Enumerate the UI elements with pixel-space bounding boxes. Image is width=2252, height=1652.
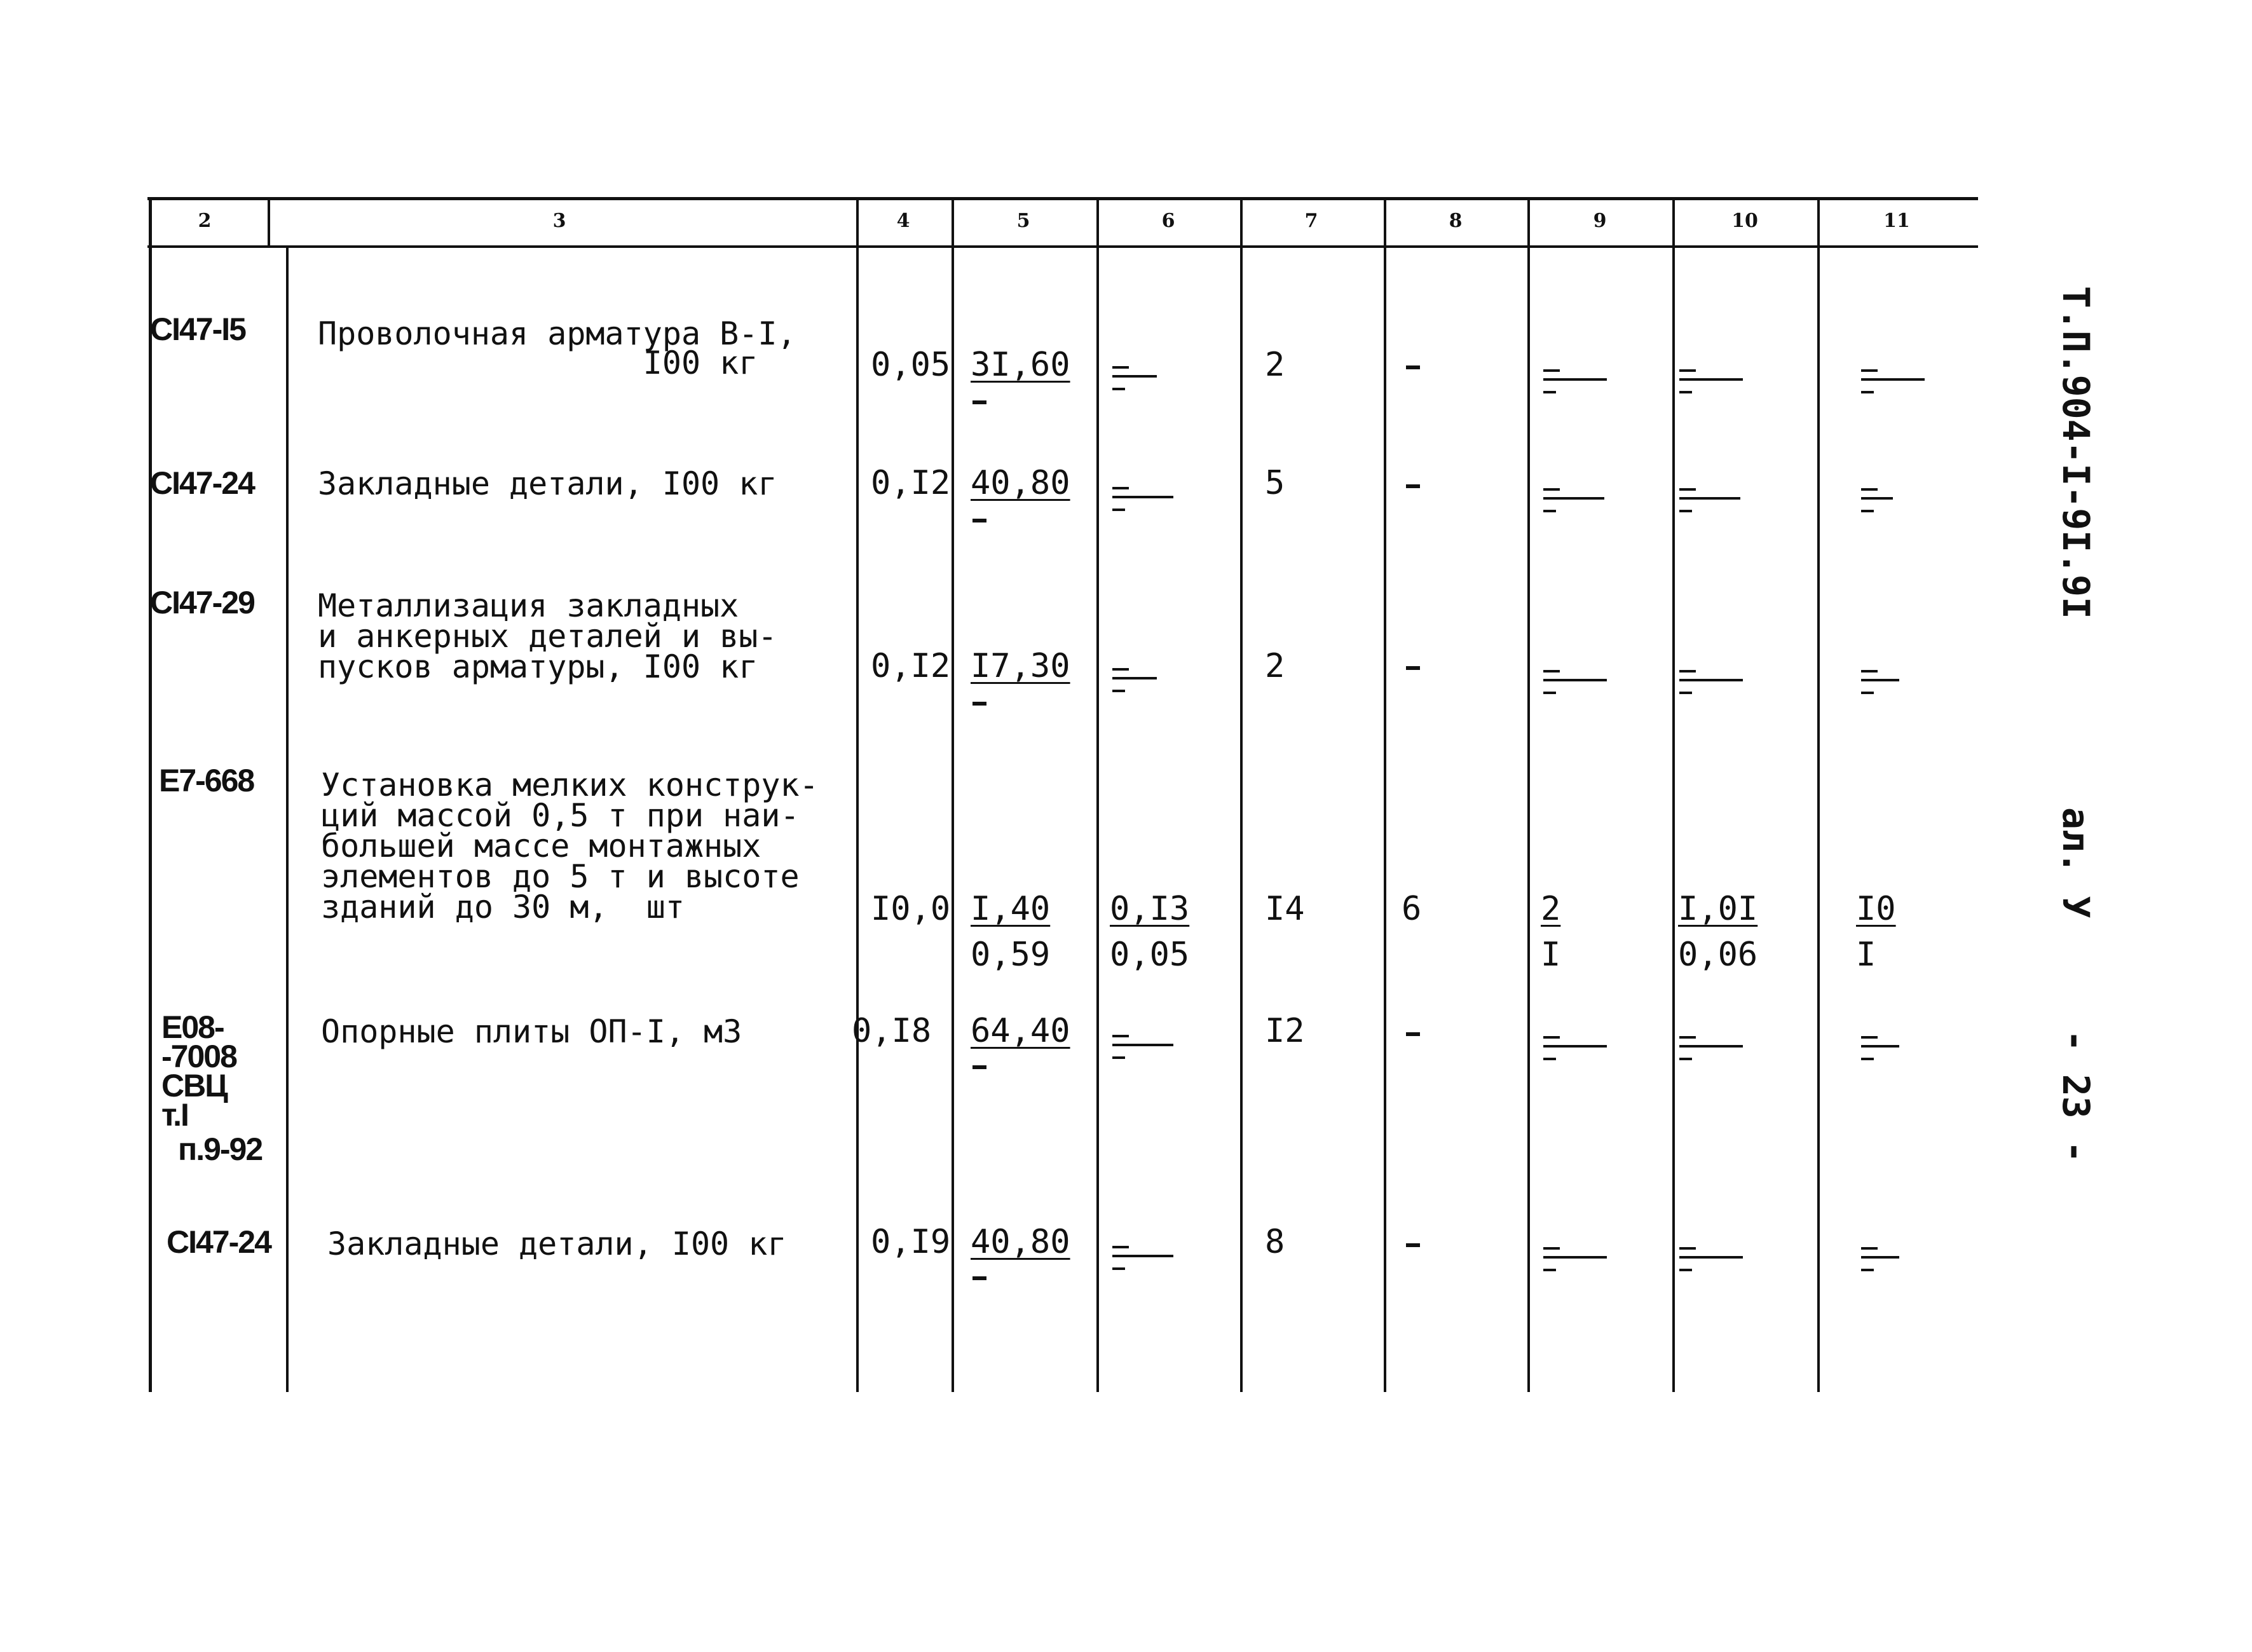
col-border-4-5 xyxy=(952,197,954,1392)
row-5-code-line-2: -7008 xyxy=(161,1039,236,1074)
col-border-2-3 xyxy=(268,197,270,248)
row-6-col-10-ditto xyxy=(1677,1243,1721,1281)
row-2-col-5: 40,80 xyxy=(971,464,1070,502)
row-3-col-4: 0,I2 xyxy=(871,647,951,685)
row-6-col-4: 0,I9 xyxy=(871,1223,951,1261)
row-5-desc-line-1: Опорные плиты ОП-I, м3 xyxy=(321,1013,742,1050)
row-6-code: СI47-24 xyxy=(167,1224,271,1260)
row-2-desc-line-1: Закладные детали, I00 кг xyxy=(318,465,777,502)
row-4-col-9-bottom: I xyxy=(1541,936,1561,974)
row-5-col-4: 0,I8 xyxy=(852,1012,932,1050)
row-3-col-5-dash xyxy=(972,702,986,706)
header-col-7: 7 xyxy=(1304,210,1318,232)
row-5-col-11-ditto xyxy=(1859,1032,1903,1070)
row-4-desc-line-5: зданий до 30 м, шт xyxy=(321,889,685,925)
row-4-col-10-top: I,0I xyxy=(1678,890,1758,928)
row-4-col-11-top: I0 xyxy=(1856,890,1896,928)
row-2-col-5-dash xyxy=(972,519,986,522)
row-5-col-10-ditto xyxy=(1677,1032,1721,1070)
col-border-10-11 xyxy=(1817,197,1820,248)
header-col-8: 8 xyxy=(1449,210,1463,232)
row-4-desc-line-2: ций массой 0,5 т при наи- xyxy=(321,797,800,834)
row-4-col-10-bottom: 0,06 xyxy=(1678,936,1758,974)
row-6-col-7: 8 xyxy=(1265,1223,1285,1261)
row-4-desc-line-1: Установка мелких конструк- xyxy=(321,767,819,803)
side-album: ал. У xyxy=(2054,807,2098,918)
row-4-col-8: 6 xyxy=(1402,890,1422,928)
row-4-code: Е7-668 xyxy=(159,763,254,798)
row-4-col-5-bottom: 0,59 xyxy=(971,936,1051,974)
row-5-code-line-3: СВЦ xyxy=(161,1068,227,1103)
row-4-col-4: I0,0 xyxy=(871,890,951,928)
row-1-col-5-dash xyxy=(972,400,986,404)
col-border-9-10 xyxy=(1672,197,1675,1392)
row-5-code-line-5: п.9-92 xyxy=(178,1131,263,1167)
row-4-col-6-top: 0,I3 xyxy=(1110,890,1190,928)
row-3-col-8-dash xyxy=(1406,666,1420,670)
col-border-5-6 xyxy=(1096,197,1099,1392)
row-5-code-line-4: т.I xyxy=(161,1097,188,1133)
row-3-col-6-ditto xyxy=(1110,664,1154,702)
row-4-desc-line-3: большей массе монтажных xyxy=(321,828,761,864)
row-4-col-7: I4 xyxy=(1265,890,1305,928)
header-col-9: 9 xyxy=(1593,210,1607,232)
row-1-col-7: 2 xyxy=(1265,346,1285,384)
header-col-10: 10 xyxy=(1731,210,1758,232)
header-col-11: 11 xyxy=(1883,210,1910,232)
row-4-col-9-top: 2 xyxy=(1541,890,1561,928)
row-1-desc-line-1: Проволочная арматура В-I, xyxy=(318,315,796,352)
row-2-col-9-ditto xyxy=(1541,484,1585,522)
row-5-col-7: I2 xyxy=(1265,1012,1305,1050)
col-border-left xyxy=(149,197,152,1392)
row-3-col-7: 2 xyxy=(1265,647,1285,685)
row-3-col-5: I7,30 xyxy=(971,647,1070,685)
row-5-col-8-dash xyxy=(1406,1032,1420,1036)
row-6-col-9-ditto xyxy=(1541,1243,1585,1281)
row-2-col-6-ditto xyxy=(1110,483,1154,521)
side-doc-code: Т.П.904-I-9I.9I xyxy=(2054,286,2098,619)
header-col-4: 4 xyxy=(896,210,910,232)
row-3-code: СI47-29 xyxy=(150,585,254,620)
header-col-6: 6 xyxy=(1161,210,1175,232)
row-4-col-5-top: I,40 xyxy=(971,890,1051,928)
row-1-col-5: 3I,60 xyxy=(971,346,1070,384)
row-2-code: СI47-24 xyxy=(150,465,254,501)
header-bottom-rule xyxy=(147,245,1978,248)
row-4-desc-line-4: элементов до 5 т и высоте xyxy=(321,858,800,895)
row-6-col-8-dash xyxy=(1406,1243,1420,1247)
row-2-col-4: 0,I2 xyxy=(871,464,951,502)
col-border-10-11-lower xyxy=(1817,248,1820,1392)
row-5-col-5-dash xyxy=(972,1065,986,1069)
row-6-col-11-ditto xyxy=(1859,1243,1903,1281)
row-3-col-11-ditto xyxy=(1859,666,1903,704)
row-4-col-6-bottom: 0,05 xyxy=(1110,936,1190,974)
row-1-col-11-ditto xyxy=(1859,365,1903,404)
row-1-col-9-ditto xyxy=(1541,365,1585,404)
col-border-2-3-lower xyxy=(286,248,289,1392)
row-6-col-5: 40,80 xyxy=(971,1223,1070,1261)
row-3-col-9-ditto xyxy=(1541,666,1585,704)
row-4-col-11-bottom: I xyxy=(1856,936,1876,974)
row-1-code: СI47-I5 xyxy=(150,311,245,347)
row-3-desc-line-1: Металлизация закладных xyxy=(318,587,739,624)
row-5-col-5: 64,40 xyxy=(971,1012,1070,1050)
row-2-col-11-ditto xyxy=(1859,484,1903,522)
col-border-6-7 xyxy=(1240,197,1243,1392)
row-2-col-8-dash xyxy=(1406,484,1420,488)
row-6-desc-line-1: Закладные детали, I00 кг xyxy=(327,1225,787,1262)
row-3-desc-line-3: пусков арматуры, I00 кг xyxy=(318,648,758,685)
col-border-3-4 xyxy=(856,197,859,1392)
header-col-2: 2 xyxy=(198,210,212,232)
col-border-7-8 xyxy=(1384,197,1386,1392)
row-1-col-4: 0,05 xyxy=(871,346,951,384)
row-3-col-10-ditto xyxy=(1677,666,1721,704)
row-5-code-line-1: Е08- xyxy=(161,1009,224,1045)
row-6-col-6-ditto xyxy=(1110,1242,1154,1280)
row-2-col-10-ditto xyxy=(1677,484,1721,522)
col-border-8-9 xyxy=(1527,197,1530,1392)
row-3-desc-line-2: и анкерных деталей и вы- xyxy=(318,618,777,655)
row-1-col-8-dash xyxy=(1406,365,1420,369)
row-1-col-10-ditto xyxy=(1677,365,1721,404)
side-page-number: - 23 - xyxy=(2054,1030,2098,1163)
row-5-col-6-ditto xyxy=(1110,1031,1154,1069)
header-col-5: 5 xyxy=(1016,210,1030,232)
row-2-col-7: 5 xyxy=(1265,464,1285,502)
table-top-rule xyxy=(147,197,1978,200)
row-1-desc-line-2: I00 кг xyxy=(318,345,758,381)
row-5-col-9-ditto xyxy=(1541,1032,1585,1070)
row-6-col-5-dash xyxy=(972,1276,986,1280)
row-1-col-6-ditto xyxy=(1110,362,1154,400)
header-col-3: 3 xyxy=(552,210,566,232)
